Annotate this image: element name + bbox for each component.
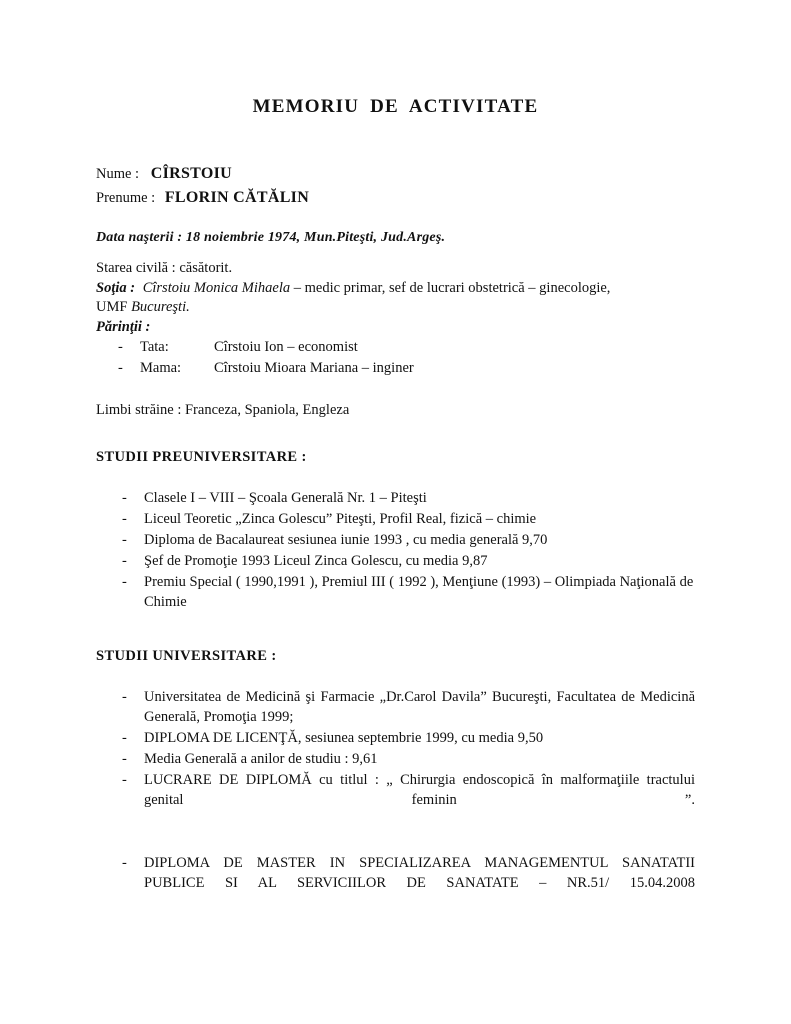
list-item: - Premiu Special ( 1990,1991 ), Premiul III ( 1992 ), Menţiune (1993) – Olimpiada Naţională de Chimie	[96, 572, 695, 612]
parent-value-mother: Cîrstoiu Mioara Mariana – inginer	[214, 360, 414, 376]
parents-list	[96, 337, 695, 378]
firstname-label: Prenume :	[96, 190, 156, 206]
section-heading-university: STUDII UNIVERSITARE :	[96, 648, 277, 664]
parent-value-father: Cîrstoiu Ion – economist	[214, 339, 358, 355]
name-value: CÎRSTOIU	[150, 165, 232, 182]
spouse-line	[96, 279, 695, 298]
preuniversity-list	[96, 488, 695, 612]
spouse-institution-city: Bucureşti.	[131, 299, 190, 315]
name-row	[96, 164, 695, 184]
list-item: - DIPLOMA DE LICENŢĂ, sesiunea septembrie 1999, cu media 9,50	[96, 728, 695, 748]
list-item: - Clasele I – VIII – Şcoala Generală Nr. 1 – Piteşti	[96, 488, 695, 508]
list-item: - Universitatea de Medicină şi Farmacie „Dr.Carol Davila” Bucureşti, Facultatea de Medicină Generală, Promoţia 1999;	[96, 687, 695, 727]
list-item: - LUCRARE DE DIPLOMĂ cu titlul : „ Chirurgia endoscopică în malformaţiile tractului genital feminin ”.	[96, 770, 695, 830]
spouse-line-2	[96, 298, 695, 317]
firstname-row	[96, 188, 695, 208]
civil-status-line: Starea civilă : căsătorit.	[96, 260, 233, 276]
list-item: - Şef de Promoţie 1993 Liceul Zinca Golescu, cu media 9,87	[96, 551, 695, 571]
list-item: - DIPLOMA DE MASTER IN SPECIALIZAREA MANAGEMENTUL SANATATII PUBLICE SI AL SERVICIILOR DE SANATATE – NR.51/ 15.04.2008	[96, 853, 695, 913]
university-master-list	[96, 853, 695, 913]
list-item	[96, 337, 695, 357]
list-item	[96, 358, 695, 378]
spouse-name: Cîrstoiu Monica Mihaela	[142, 280, 291, 296]
parent-role-mother: Mama:	[140, 360, 182, 376]
university-list	[96, 687, 695, 830]
languages-line: Limbi străine : Franceza, Spaniola, Engleza	[96, 402, 350, 418]
list-item: - Diploma de Bacalaureat sesiunea iunie 1993 , cu media generală 9,70	[96, 530, 695, 550]
parent-role-father: Tata:	[140, 339, 169, 355]
spouse-role: – medic primar, sef de lucrari obstetrică – ginecologie,	[290, 280, 611, 296]
page-title: MEMORIU DE ACTIVITATE	[252, 96, 539, 117]
spouse-label: Soţia :	[96, 280, 136, 296]
identity-block	[96, 164, 695, 208]
birth-line: Data naşterii : 18 noiembrie 1974, Mun.Piteşti, Jud.Argeş.	[96, 230, 446, 245]
list-item: - Media Generală a anilor de studiu : 9,61	[96, 749, 695, 769]
name-label: Nume :	[96, 166, 140, 182]
spouse-institution-prefix: UMF	[96, 299, 132, 315]
parents-label: Părinţii :	[96, 319, 151, 335]
firstname-value: FLORIN CĂTĂLIN	[164, 189, 310, 206]
section-heading-preuniversity: STUDII PREUNIVERSITARE :	[96, 449, 307, 465]
list-item: - Liceul Teoretic „Zinca Golescu” Piteşti, Profil Real, fizică – chimie	[96, 509, 695, 529]
